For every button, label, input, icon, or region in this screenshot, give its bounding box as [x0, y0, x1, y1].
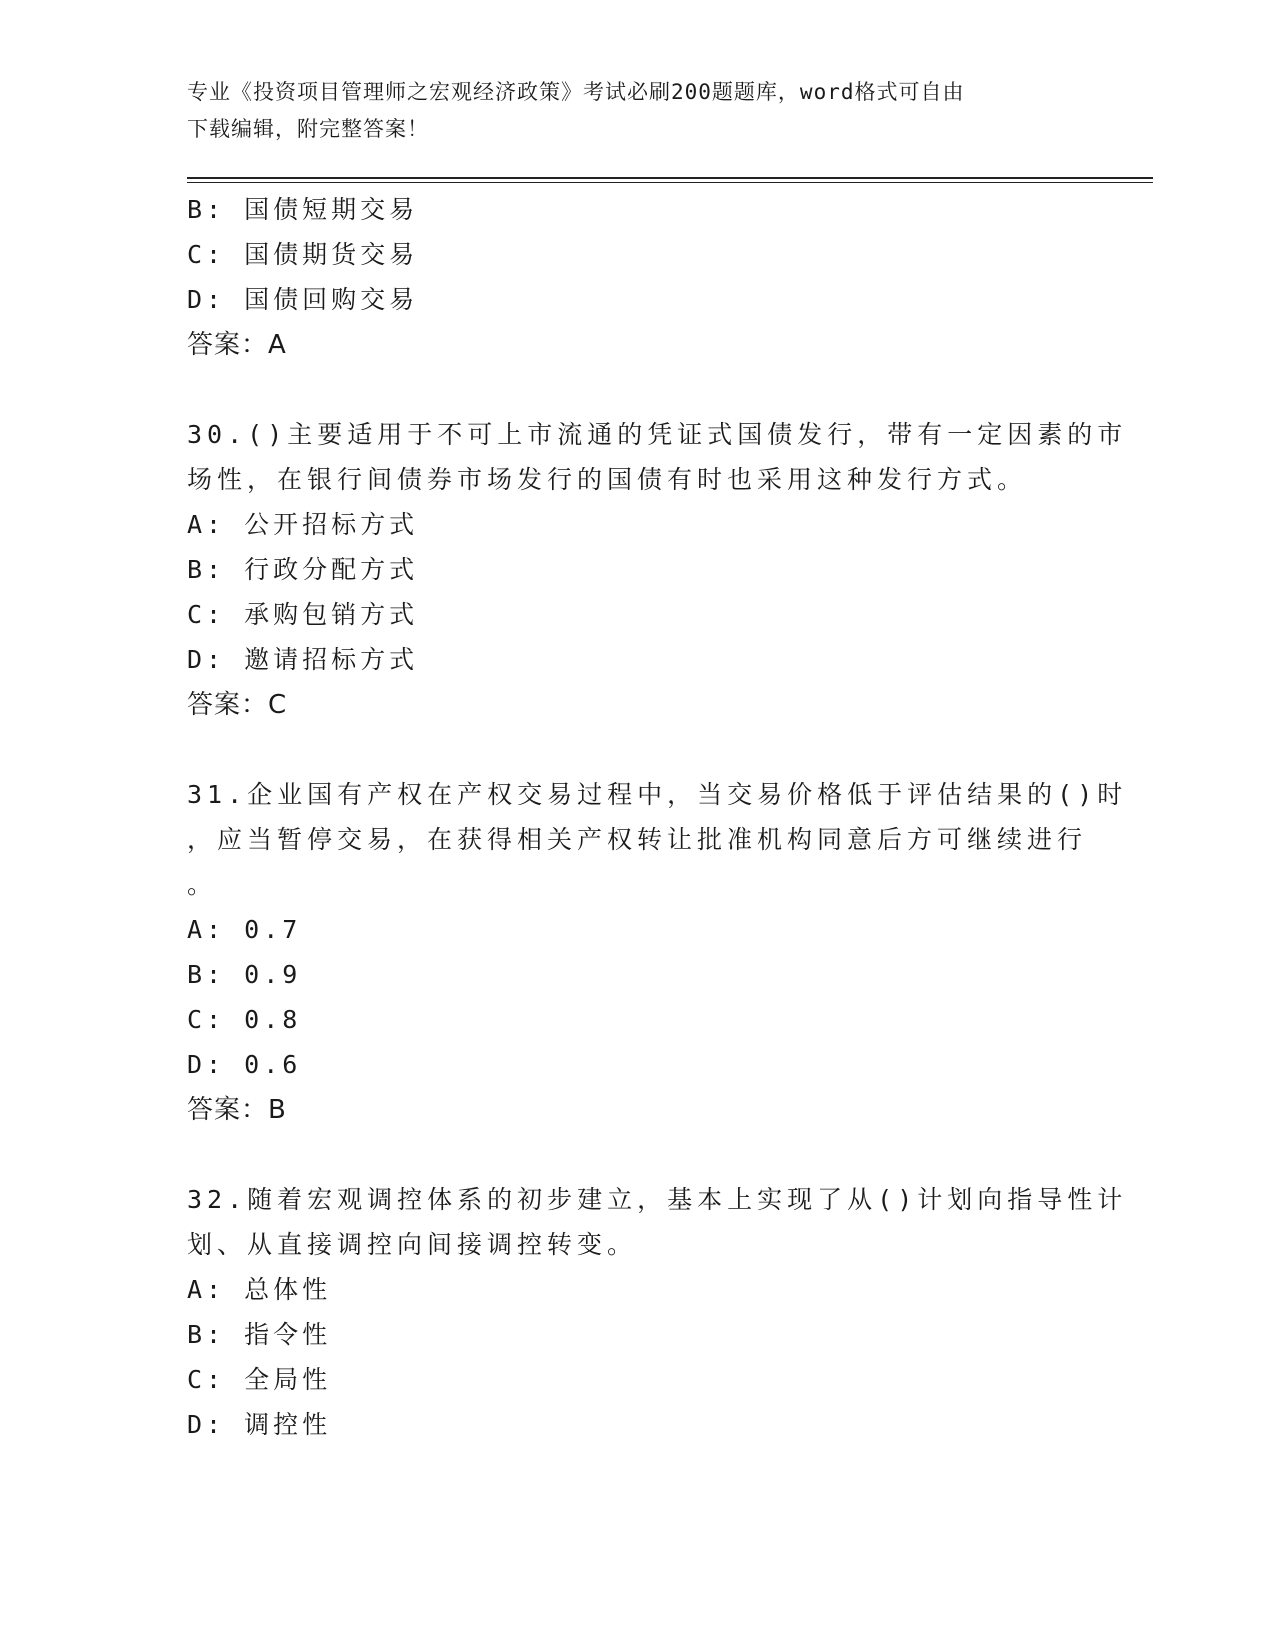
- option-a: A: 0.7: [187, 915, 302, 944]
- header-line-1: 专业《投资项目管理师之宏观经济政策》考试必刷200题题库，word格式可自由: [187, 80, 965, 104]
- question-31-line-2: ，应当暂停交易，在获得相关产权转让批准机构同意后方可继续进行: [187, 825, 1088, 854]
- option-b: B: 行政分配方式: [187, 555, 419, 584]
- header-rule-thick: [187, 177, 1153, 179]
- option-d: D: 0.6: [187, 1050, 302, 1079]
- answer-text: 答案：C: [187, 690, 288, 720]
- question-30-line-1: 30.()主要适用于不可上市流通的凭证式国债发行，带有一定因素的市: [187, 420, 1128, 449]
- option-d: D: 调控性: [187, 1410, 332, 1439]
- header-rule-thin: [187, 182, 1153, 183]
- document-header: [187, 74, 1077, 148]
- answer-text: 答案：A: [187, 330, 287, 360]
- header-line-2: 下载编辑，附完整答案！: [187, 117, 429, 141]
- option-b: B: 0.9: [187, 960, 302, 989]
- option-c: C: 0.8: [187, 1005, 302, 1034]
- option-a: A: 公开招标方式: [187, 510, 419, 539]
- question-32-line-1: 32.随着宏观调控体系的初步建立，基本上实现了从()计划向指导性计: [187, 1185, 1128, 1214]
- answer-text: 答案：B: [187, 1095, 287, 1125]
- question-32-line-2: 划、从直接调控向间接调控转变。: [187, 1230, 638, 1259]
- option-c: C: 全局性: [187, 1365, 332, 1394]
- question-30-line-2: 场性，在银行间债券市场发行的国债有时也采用这种发行方式。: [187, 465, 1028, 494]
- question-31-line-1: 31.企业国有产权在产权交易过程中，当交易价格低于评估结果的()时: [187, 780, 1128, 809]
- option-b: B: 指令性: [187, 1320, 332, 1349]
- option-d: D: 国债回购交易: [187, 285, 419, 314]
- option-c: C: 国债期货交易: [187, 240, 419, 269]
- option-a: A: 总体性: [187, 1275, 332, 1304]
- option-c: C: 承购包销方式: [187, 600, 419, 629]
- option-d: D: 邀请招标方式: [187, 645, 419, 674]
- question-31-line-3: 。: [187, 870, 218, 899]
- option-b: B: 国债短期交易: [187, 195, 419, 224]
